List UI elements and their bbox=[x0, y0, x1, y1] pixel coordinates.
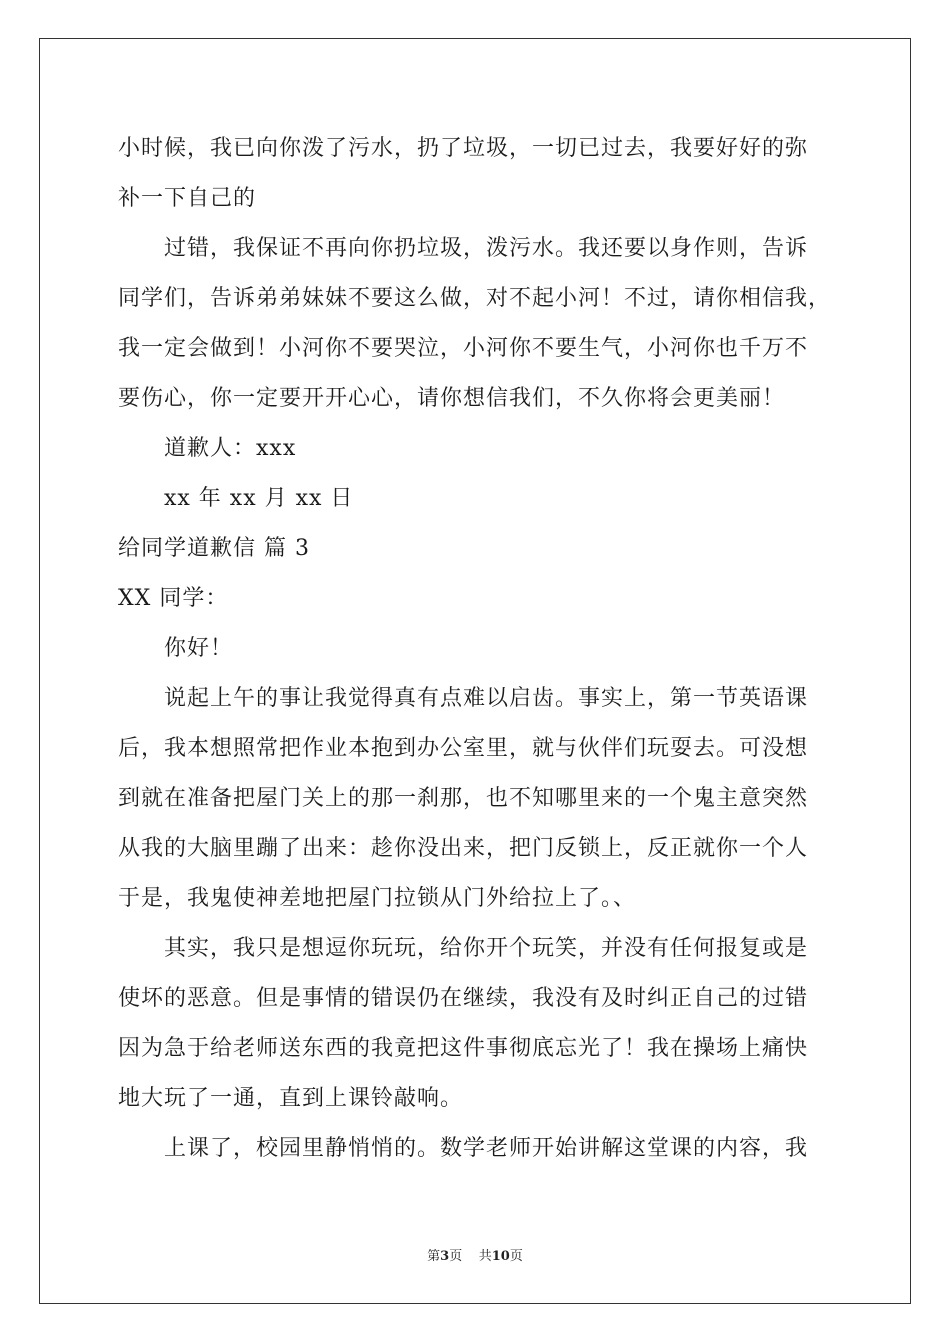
text-line: 我一定会做到！小河你不要哭泣，小河你不要生气，小河你也千万不 bbox=[118, 336, 809, 361]
text-line: 从我的大脑里蹦了出来：趁你没出来，把门反锁上，反正就你一个人 bbox=[118, 836, 809, 861]
signature-line: 道歉人：xxx bbox=[164, 436, 297, 461]
greeting: 你好！ bbox=[164, 636, 234, 661]
current-page-number: 3 bbox=[440, 1249, 450, 1264]
total-prefix: 共 bbox=[478, 1249, 492, 1264]
text-line: 补一下自己的 bbox=[118, 186, 257, 211]
page-prefix: 第 bbox=[427, 1249, 441, 1264]
text-line: 后，我本想照常把作业本抱到办公室里，就与伙伴们玩耍去。可没想 bbox=[118, 736, 809, 761]
page-footer bbox=[0, 1245, 950, 1264]
section-heading: 给同学道歉信 篇 3 bbox=[118, 536, 310, 561]
text-line: 地大玩了一通，直到上课铃敲响。 bbox=[118, 1086, 464, 1111]
text-line: 因为急于给老师送东西的我竟把这件事彻底忘光了！我在操场上痛快 bbox=[118, 1036, 809, 1061]
text-line: 于是，我鬼使神差地把屋门拉锁从门外给拉上了。、 bbox=[118, 886, 637, 911]
text-line: 上课了，校园里静悄悄的。数学老师开始讲解这堂课的内容，我 bbox=[164, 1136, 809, 1161]
salutation: XX 同学： bbox=[118, 586, 229, 611]
text-line: 要伤心，你一定要开开心心，请你想信我们，不久你将会更美丽！ bbox=[118, 386, 786, 411]
text-line: 到就在准备把屋门关上的那一刹那，也不知哪里来的一个鬼主意突然 bbox=[118, 786, 809, 811]
text-line: 同学们，告诉弟弟妹妹不要这么做，对不起小河！不过，请你相信我， bbox=[118, 286, 832, 311]
text-line: 过错，我保证不再向你扔垃圾，泼污水。我还要以身作则，告诉 bbox=[164, 236, 809, 261]
text-line: 小时候，我已向你泼了污水，扔了垃圾，一切已过去，我要好好的弥 bbox=[118, 136, 809, 161]
text-line: 使坏的恶意。但是事情的错误仍在继续，我没有及时纠正自己的过错 bbox=[118, 986, 809, 1011]
page-suffix: 页 bbox=[449, 1249, 463, 1264]
total-suffix: 页 bbox=[509, 1249, 523, 1264]
text-line: 说起上午的事让我觉得真有点难以启齿。事实上，第一节英语课 bbox=[164, 686, 809, 711]
date-line: xx 年 xx 月 xx 日 bbox=[164, 486, 354, 511]
document-body bbox=[118, 124, 838, 1174]
total-pages-number: 10 bbox=[491, 1249, 510, 1264]
text-line: 其实，我只是想逗你玩玩，给你开个玩笑，并没有任何报复或是 bbox=[164, 936, 809, 961]
